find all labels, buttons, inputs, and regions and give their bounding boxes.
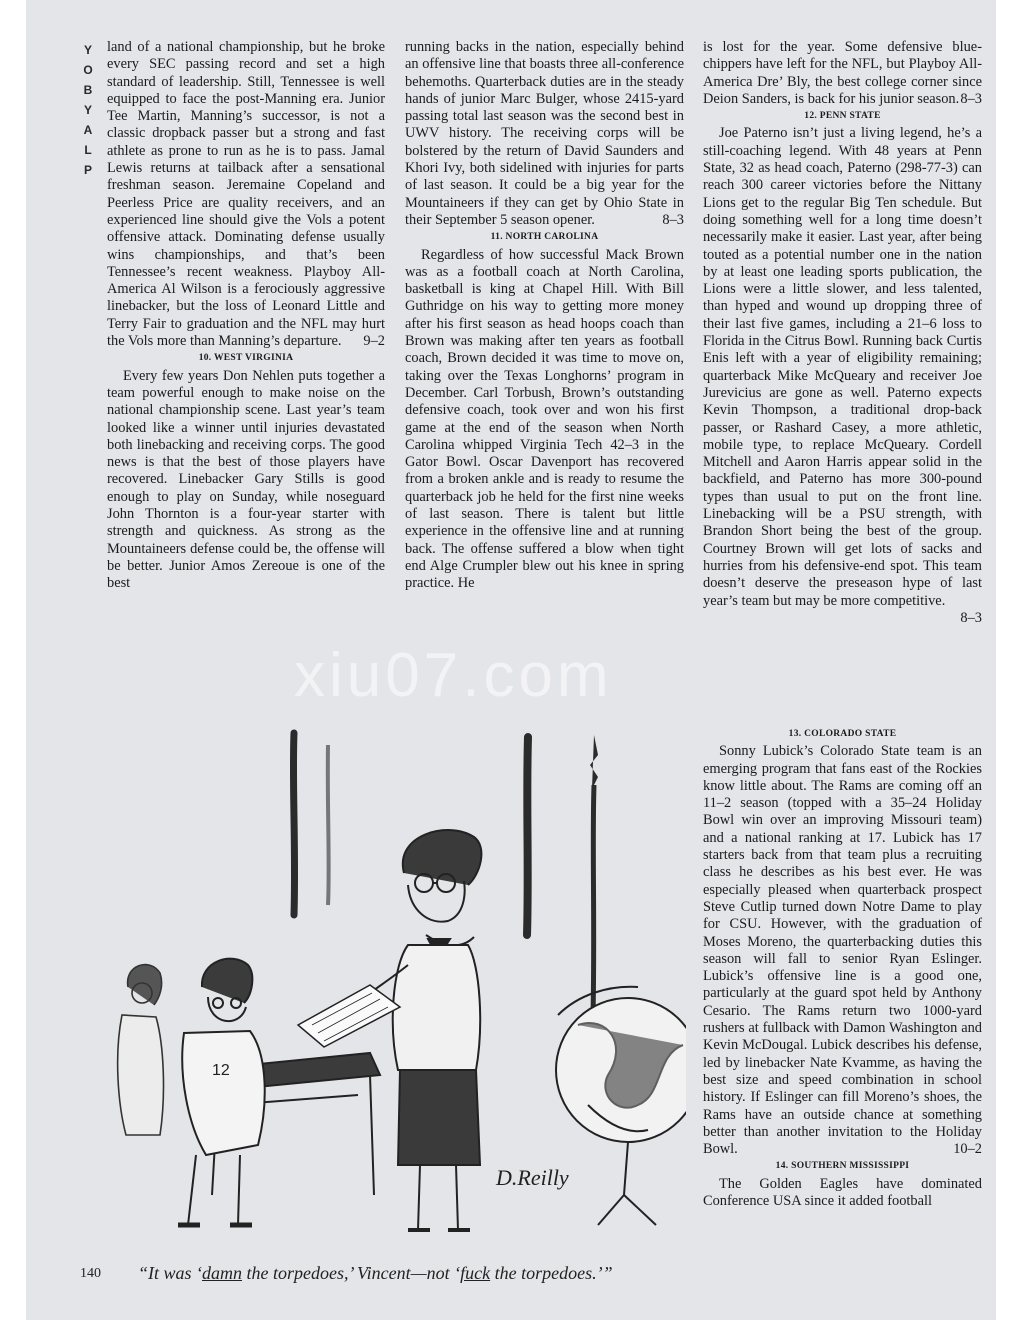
masthead-letter: O — [83, 63, 93, 77]
text-column-3-lower — [703, 726, 982, 1210]
svg-text:12: 12 — [212, 1062, 230, 1079]
hanging-plant — [590, 735, 598, 789]
team-record: 9–2 — [363, 333, 385, 350]
student-boy — [178, 959, 265, 1225]
homework-paper — [298, 985, 400, 1047]
section-heading: 14. SOUTHERN MISSISSIPPI — [775, 1161, 910, 1172]
team-record: 10–2 — [953, 1141, 982, 1158]
student-girl-background — [118, 965, 164, 1135]
paragraph — [405, 39, 684, 229]
section-heading: 13. COLORADO STATE — [788, 729, 897, 739]
team-record: 8–3 — [960, 90, 982, 107]
paragraph-text: is lost for the year. Some defensive blue-chippers have left for the NFL, but Playboy All-America Dre’ Bly, the best college corner since Deion Sanders, is back for his junior season. — [703, 39, 982, 107]
paragraph-text: running backs in the nation, especially behind an offensive line that boasts three all-conference behemoths. Quarterback duties are in the steady hands of junior Marc Bulger, whose 2415-yard passing total last season was the second best in UWV history. The receiving corps will be bolstered by the return of David Saunders and Khori Ivy, both sidelined with injuries for parts of last season. It could be a big year for the Mountaineers if they can get by Ohio State in their September 5 season opener. — [405, 39, 684, 228]
text-column-2 — [405, 39, 684, 593]
artist-signature: D.Reilly — [496, 1165, 569, 1190]
caption-text: the torpedoes.’” — [490, 1263, 613, 1283]
paragraph: The Golden Eagles have dominated Conference USA since it added football — [703, 1175, 982, 1210]
paragraph-text: Sonny Lubick’s Colorado State team is an emerging program that fans east of the Rockies know little about. The Rams are coming off an 11–2 season (topped with a 35–24 Holiday Bowl win over an improving Missouri team) and a national ranking at 17. Lubick has 17 starters back from that team plus a recruiting class he describes as his best ever. He was especially pleased when quarterback prospect Steve Cutlip turned down Notre Dame to play for CSU. However, with the graduation of Moses Moreno, the quarterbacking duties this season will fall to senior Ryan Eslinger. Lubick’s offensive line is a good one, particularly at the guard spot held by Anthony Cesario. The Rams return two 1000-yard rushers at fullback with Damon Washington and Kevin McDougal. Lubick describes his defense, led by linebacker Nate Kvamme, as having the best size and speed combination in school history. If Eslinger can fill Moreno’s shoes, the Rams have an outside chance at something better than another invitation to the Holiday Bowl. — [703, 743, 982, 1158]
masthead-letter: Y — [83, 103, 92, 117]
magazine-name-vertical — [76, 40, 100, 180]
caption-text: the torpedoes,’ Vincent—not ‘ — [242, 1263, 461, 1283]
caption-underlined-word: damn — [202, 1263, 243, 1283]
page-number: 140 — [80, 1266, 101, 1281]
masthead-letter: B — [83, 83, 93, 97]
masthead-letter: A — [83, 123, 93, 137]
paragraph: Regardless of how successful Mack Brown was as a football coach at North Carolina, basketball is king at Chapel Hill. With Bill Guthridge on his way to getting more money after his first season as head hoops coach than Brown was making after ten years as football coach, Brown decided it was time to move on, taking over the Texas Longhorns’ program in December. Carl Torbush, Brown’s outstanding defensive coach, took over and won his first game at the end of the season when North Carolina whipped Virginia Tech 42–3 in the Gator Bowl. Oscar Davenport has recovered from a broken ankle and is ready to resume the quarterback job he held for the first nine weeks of last season. There is talent but little experience in the offensive line and at running back. The offense suffered a blow when tight end Alge Crumpler blew out his knee in spring practice. He — [405, 246, 684, 592]
magazine-page — [26, 0, 996, 1320]
masthead-letter: Y — [83, 43, 92, 57]
section-heading: 12. PENN STATE — [804, 111, 881, 122]
masthead-letter: P — [83, 163, 92, 177]
text-column-1 — [107, 39, 385, 593]
paragraph — [107, 39, 385, 350]
teacher-figure — [340, 830, 481, 1230]
text-column-3 — [703, 39, 982, 627]
paragraph-text: land of a national championship, but he broke every SEC passing record and set a high standard of leadership. Still, Tennessee is well equipped to face the post-Manning era. Junior Tee Martin, Manning’s successor, is not a classic dropback passer but a strong and fast athlete as prone to run as he is to pass. Jamal Lewis returns at tailback after a sensational freshman season. Jeremaine Copeland and Peerless Price are quality receivers, and an experienced line should give the Vols a potent offensive attack. Dominating defense usually wins championships, and that’s been Tennessee’s recent weakness. Playboy All-America Al Wilson is a ferociously aggressive linebacker, but the loss of Leonard Little and Terry Fair to graduation and the NFL may hurt the Vols more than Manning’s departure. — [107, 39, 385, 350]
paragraph — [703, 39, 982, 108]
caption-underlined-word: fuck — [460, 1263, 491, 1283]
section-heading: 11. NORTH CAROLINA — [490, 232, 599, 243]
watermark: xiu07.com — [294, 641, 613, 710]
team-record: 8–3 — [662, 211, 684, 228]
section-heading: 10. WEST VIRGINIA — [198, 353, 294, 364]
paragraph — [703, 125, 982, 626]
caption-text: “It was ‘ — [138, 1263, 203, 1283]
masthead-letter: L — [84, 143, 92, 157]
paragraph — [703, 743, 982, 1158]
paragraph: Every few years Don Nehlen puts together a team powerful enough to make noise on the national championship scene. Last year’s team looked like a winner until injuries devastated both linebacking and receiving corps. The good news is that the best of those players have recovered. Linebacker Gary Stills is good enough to play on Sunday, while noseguard John Thornton is a four-year starter with strength and quickness. As strong as the Mountaineers defense could be, the offense will be better. Junior Amos Zereoue is one of the best — [107, 367, 385, 592]
cartoon-illustration — [108, 725, 686, 1250]
cartoon-caption — [138, 1263, 698, 1284]
team-record: 8–3 — [960, 609, 982, 626]
globe — [556, 987, 686, 1225]
paragraph-text: Joe Paterno isn’t just a living legend, he’s a still-coaching legend. With 48 years at Penn State, 32 as head coach, Paterno (298-77-3) can reach 300 career victories before the Nittany Lions get to the regular Big Ten schedule. But doing something well for a long time doesn’t necessarily make it easier. Last year, after being touted as a potential number one in the nation by at least one leading sports publication, the Lions were a little slower, and less talented, than hyped and wound up dropping three of their last five games, including a 21–6 loss to Florida in the Citrus Bowl. Running back Curtis Enis left with a year of eligibility remaining; quarterback Mike McQueary and receiver Joe Jurevicius are gone as well. Paterno expects Kevin Thompson, a traditional drop-back passer, or Rashard Casey, a more athletic, mobile type, to replace McQueary. Cordell Mitchell and Aaron Harris appear solid in the backfield, and Paterno has more 300-pound types than usual to put on the front line. Linebacking will be a PSU strength, with Brandon Short being the best of the group. Courtney Brown will get lots of sacks and hurries from his defensive-end spot. This team doesn’t deserve the preseason hype of last year’s team but may be more competitive. — [703, 125, 982, 609]
